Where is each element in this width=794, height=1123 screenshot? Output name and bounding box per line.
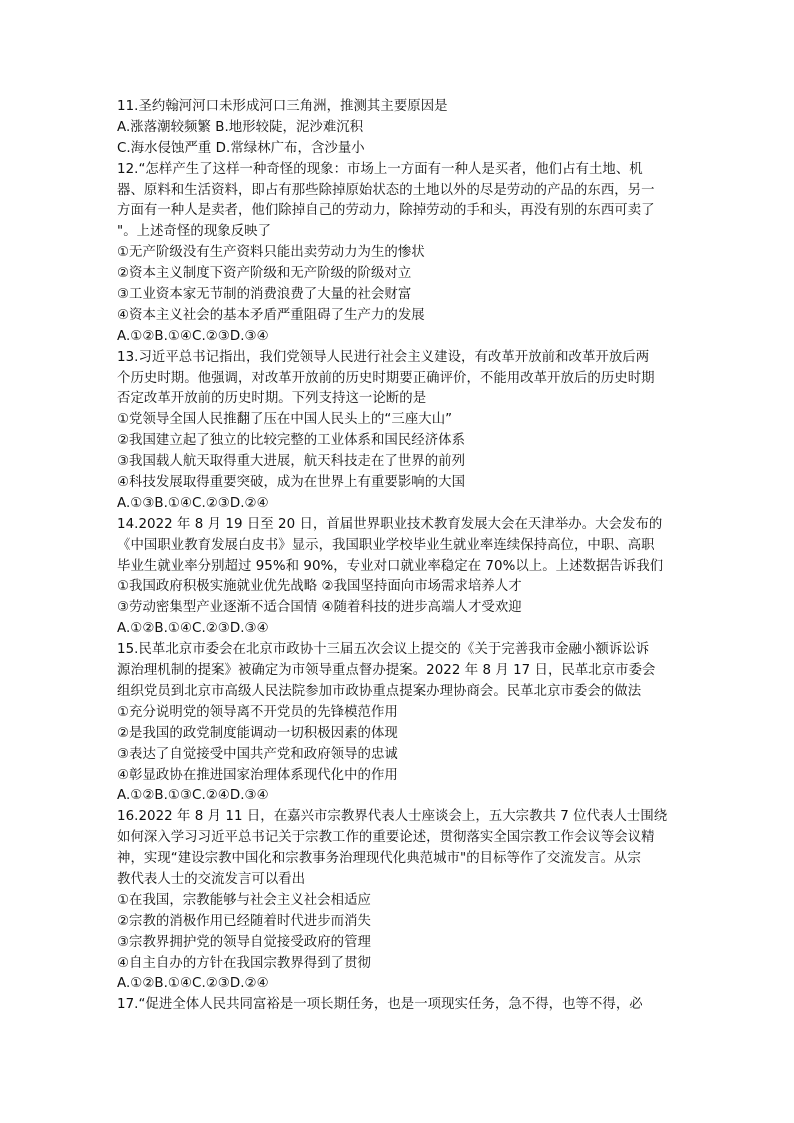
option-line: ③劳动密集型产业逐渐不适合国情 ④随着科技的进步高端人才受欢迎 xyxy=(117,600,522,616)
option-line: ②是我国的政党制度能调动一切积极因素的体现 xyxy=(117,725,398,741)
answer-choices-line: A.涨落潮较频繁 B.地形较陡，泥沙难沉积 xyxy=(117,119,364,135)
option-line: ②宗教的消极作用已经随着时代进步而消失 xyxy=(117,913,371,929)
answer-choices-line: C.海水侵蚀严重 D.常绿林广布，含沙量小 xyxy=(117,140,365,156)
option-line: ④科技发展取得重要突破，成为在世界上有重要影响的大国 xyxy=(117,475,466,491)
option-line: ②我国建立起了独立的比较完整的工业体系和国民经济体系 xyxy=(117,433,466,449)
option-line: ④资本主义社会的基本矛盾严重阻碍了生产力的发展 xyxy=(117,307,425,323)
option-line: ③工业资本家无节制的消费浪费了大量的社会财富 xyxy=(117,287,412,303)
question-15 xyxy=(117,640,679,807)
question-11 xyxy=(117,97,679,160)
answer-choices-line: A.①②B.①④C.②③D.③④ xyxy=(117,621,269,637)
question-stem-line: 《中国职业教育发展白皮书》显示，我国职业学校毕业生就业率连续保持高位，中职、高职 xyxy=(117,537,655,553)
question-17 xyxy=(117,995,679,1016)
option-line: ④自主自办的方针在我国宗教界得到了贯彻 xyxy=(117,955,371,971)
question-stem-line: 神，实现“建设宗教中国化和宗教事务治理现代化典范城市"的目标等作了交流发言。从宗 xyxy=(117,851,641,867)
answer-choices-line: A.①②B.①③C.②④D.③④ xyxy=(117,788,269,804)
question-12 xyxy=(117,160,679,348)
question-stem-line: 15.民革北京市委会在北京市政协十三届五次会议上提交的《关于完善我市金融小额诉讼诉 xyxy=(117,642,650,658)
question-stem-line: 器、原料和生活资料，即占有那些除掉原始状态的土地以外的尽是劳动的产品的东西，另一 xyxy=(117,182,655,198)
question-stem-line: 否定改革开放前的历史时期。下列支持这一论断的是 xyxy=(117,391,427,407)
option-line: ①无产阶级没有生产资料只能出卖劳动力为生的惨状 xyxy=(117,245,425,261)
option-line: ①党领导全国人民推翻了压在中国人民头上的“三座大山” xyxy=(117,412,453,428)
question-stem-line: 12.“怎样产生了这样一种奇怪的现象：市场上一方面有一种人是买者，他们占有土地、机 xyxy=(117,161,643,177)
question-stem-line: 13.习近平总书记指出，我们党领导人民进行社会主义建设，有改革开放前和改革开放后两 xyxy=(117,349,650,365)
question-stem-line: 如何深入学习习近平总书记关于宗教工作的重要论述，贯彻落实全国宗教工作会议等会议精 xyxy=(117,830,655,846)
question-stem-line: 11.圣约翰河河口未形成河口三角洲，推测其主要原因是 xyxy=(117,99,448,114)
option-line: ③我国载人航天取得重大进展，航天科技走在了世界的前列 xyxy=(117,454,466,470)
question-stem-line: 17.“促进全体人民共同富裕是一项长期任务，也是一项现实任务，急不得，也等不得，必 xyxy=(117,997,643,1013)
question-stem-line: 组织党员到北京市高级人民法院参加市政协重点提案办理协商会。民革北京市委会的做法 xyxy=(117,683,642,699)
question-stem-line: 毕业生就业率分别超过 95%和 90%，专业对口就业率稳定在 70%以上。上述数据告诉我们 xyxy=(117,558,664,574)
option-line: ①在我国，宗教能够与社会主义社会相适应 xyxy=(117,892,371,908)
exam-page xyxy=(117,97,679,1016)
option-line: ③宗教界拥护党的领导自觉接受政府的管理 xyxy=(117,934,371,950)
question-stem-line: 个历史时期。他强调，对改革开放前的历史时期要正确评价，不能用改革开放后的历史时期 xyxy=(117,370,655,386)
question-stem-line: 16.2022 年 8 月 11 日，在嘉兴市宗教界代表人士座谈会上，五大宗教共 7 位代表人士围绕 xyxy=(117,809,668,825)
option-line: ①充分说明党的领导离不开党员的先锋模范作用 xyxy=(117,704,398,720)
question-stem-line: 教代表人士的交流发言可以看出 xyxy=(117,871,306,887)
option-line: ①我国政府积极实施就业优先战略 ②我国坚持面向市场需求培养人才 xyxy=(117,579,522,595)
question-13 xyxy=(117,348,679,515)
question-16 xyxy=(117,807,679,995)
question-stem-line: 14.2022 年 8 月 19 日至 20 日，首届世界职业技术教育发展大会在天津举办。大会发布的 xyxy=(117,516,663,532)
answer-choices-line: A.①③B.①④C.②③D.②④ xyxy=(117,495,269,511)
question-stem-line: 源治理机制的提案》被确定为市领导重点督办提案。2022 年 8 月 17 日，民革北京市委会 xyxy=(117,663,656,679)
option-line: ②资本主义制度下资产阶级和无产阶级的阶级对立 xyxy=(117,266,412,282)
question-14 xyxy=(117,515,679,640)
option-line: ④彰显政协在推进国家治理体系现代化中的作用 xyxy=(117,767,398,783)
question-stem-line: "。上述奇怪的现象反映了 xyxy=(117,224,272,240)
question-stem-line: 方面有一种人是卖者，他们除掉自己的劳动力，除掉劳动的手和头，再没有别的东西可卖了 xyxy=(117,203,655,219)
option-line: ③表达了自觉接受中国共产党和政府领导的忠诚 xyxy=(117,746,398,762)
answer-choices-line: A.①②B.①④C.②③D.②④ xyxy=(117,976,269,992)
answer-choices-line: A.①②B.①④C.②③D.③④ xyxy=(117,328,269,344)
